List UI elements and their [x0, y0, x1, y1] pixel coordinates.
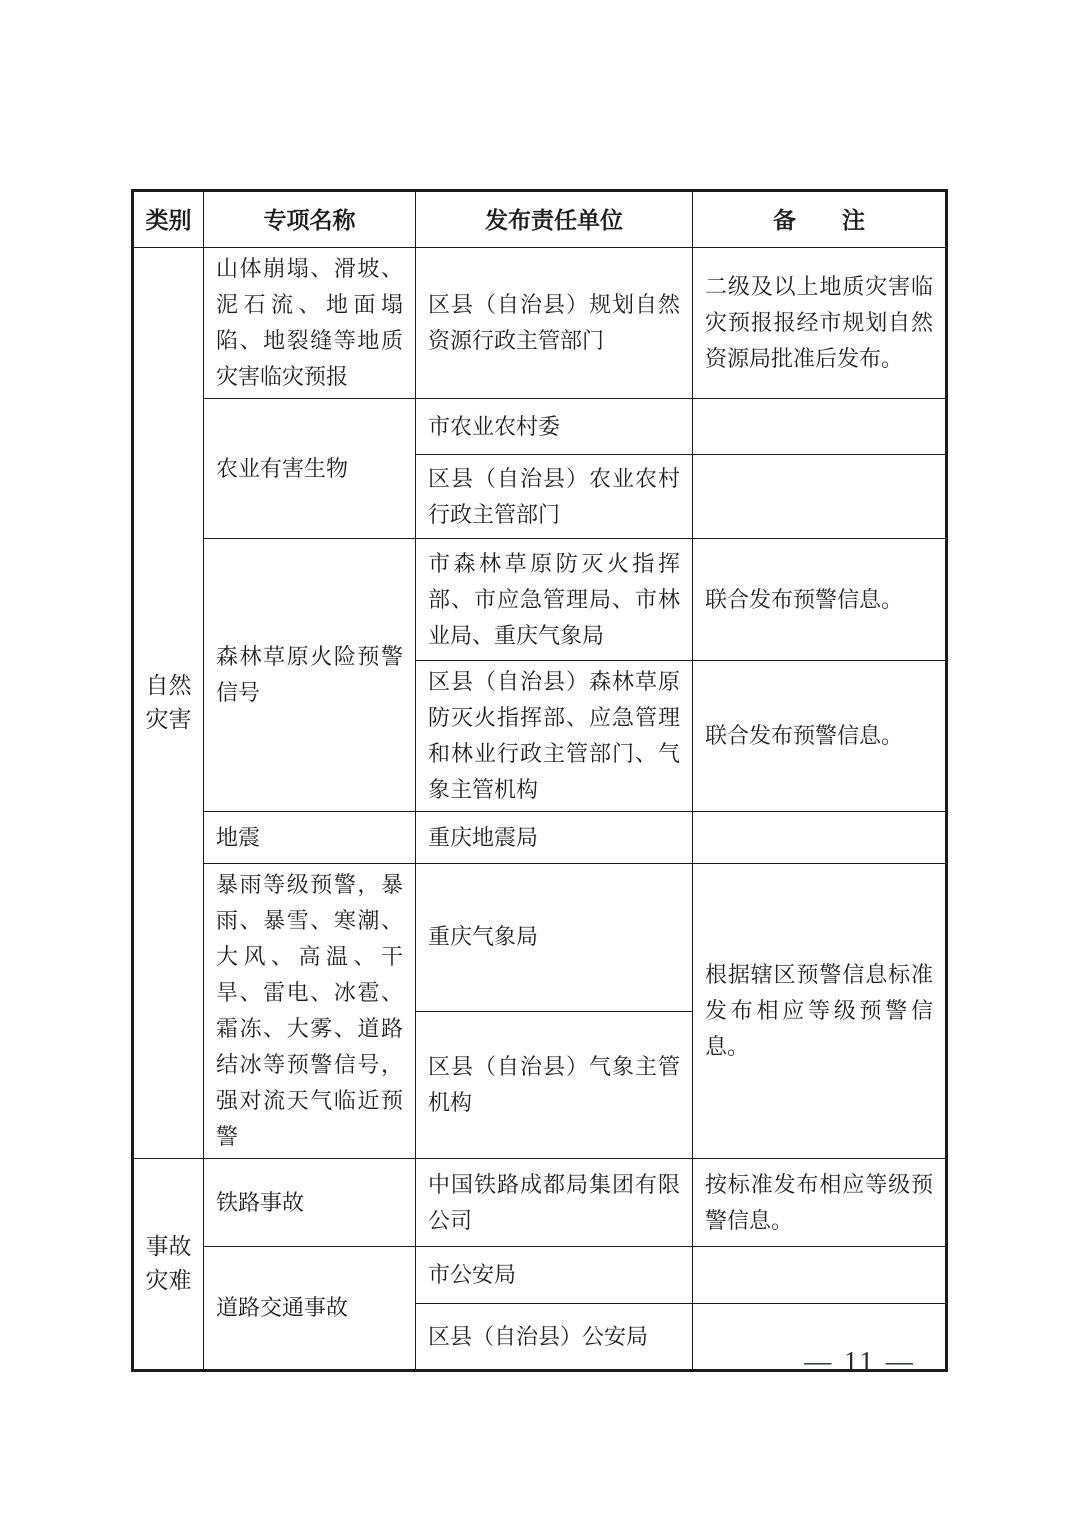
page-number: — 11 —: [804, 1346, 916, 1376]
cell-earthquake-name: 地震: [204, 812, 416, 864]
col-header-category: 类别: [133, 191, 204, 248]
cell-forest-fire-remark-county: 联合发布预警信息。: [693, 661, 947, 812]
table-header-row: [133, 191, 947, 248]
table-row: [133, 248, 947, 399]
cell-weather-shared-remark: 根据辖区预警信息标准发布相应等级预警信息。: [693, 864, 947, 1159]
cell-geo-disaster-publisher: 区县（自治县）规划自然资源行政主管部门: [416, 248, 693, 399]
cell-railway-accident-name: 铁路事故: [204, 1159, 416, 1247]
category-cell-accident-disaster: 事故灾难: [133, 1159, 204, 1371]
cell-agri-pest-publisher-county: 区县（自治县）农业农村行政主管部门: [416, 455, 693, 539]
cell-road-traffic-publisher-county: 区县（自治县）公安局: [416, 1304, 693, 1371]
category-cell-natural-disaster: 自然灾害: [133, 248, 204, 1159]
cell-forest-fire-publisher-city: 市森林草原防灭火指挥部、市应急管理局、市林业局、重庆气象局: [416, 539, 693, 661]
cell-road-traffic-publisher-city: 市公安局: [416, 1247, 693, 1304]
col-header-publisher: 发布责任单位: [416, 191, 693, 248]
cell-agri-pest-remark-county: [693, 455, 947, 539]
cell-agri-pest-name: 农业有害生物: [204, 399, 416, 539]
cell-railway-accident-remark: 按标准发布相应等级预警信息。: [693, 1159, 947, 1247]
cell-road-traffic-accident-name: 道路交通事故: [204, 1247, 416, 1371]
warning-release-responsibility-table: [131, 189, 948, 1372]
cell-geo-disaster-name: 山体崩塌、滑坡、泥石流、地面塌陷、地裂缝等地质灾害临灾预报: [204, 248, 416, 399]
cell-agri-pest-publisher-city: 市农业农村委: [416, 399, 693, 455]
cell-weather-publisher-city: 重庆气象局: [416, 864, 693, 1012]
table-row: [133, 539, 947, 661]
table-row: [133, 864, 947, 1012]
cell-earthquake-publisher: 重庆地震局: [416, 812, 693, 864]
cell-forest-fire-publisher-county: 区县（自治县）森林草原防灭火指挥部、应急管理和林业行政主管部门、气象主管机构: [416, 661, 693, 812]
cell-weather-publisher-county: 区县（自治县）气象主管机构: [416, 1011, 693, 1159]
table-row: [133, 399, 947, 455]
cell-geo-disaster-remark: 二级及以上地质灾害临灾预报报经市规划自然资源局批准后发布。: [693, 248, 947, 399]
cell-earthquake-remark: [693, 812, 947, 864]
cell-railway-accident-publisher: 中国铁路成都局集团有限公司: [416, 1159, 693, 1247]
cell-road-traffic-remark-city: [693, 1247, 947, 1304]
table-row: [133, 1159, 947, 1247]
cell-agri-pest-remark-city: [693, 399, 947, 455]
col-header-item-name: 专项名称: [204, 191, 416, 248]
cell-forest-fire-name: 森林草原火险预警信号: [204, 539, 416, 812]
cell-forest-fire-remark-city: 联合发布预警信息。: [693, 539, 947, 661]
table-row: [133, 1247, 947, 1304]
col-header-remark: 备 注: [693, 191, 947, 248]
cell-weather-warning-name: 暴雨等级预警，暴雨、暴雪、寒潮、大风、高温、干旱、雷电、冰雹、霜冻、大雾、道路结冰等预警信号，强对流天气临近预警: [204, 864, 416, 1159]
table-row: [133, 812, 947, 864]
